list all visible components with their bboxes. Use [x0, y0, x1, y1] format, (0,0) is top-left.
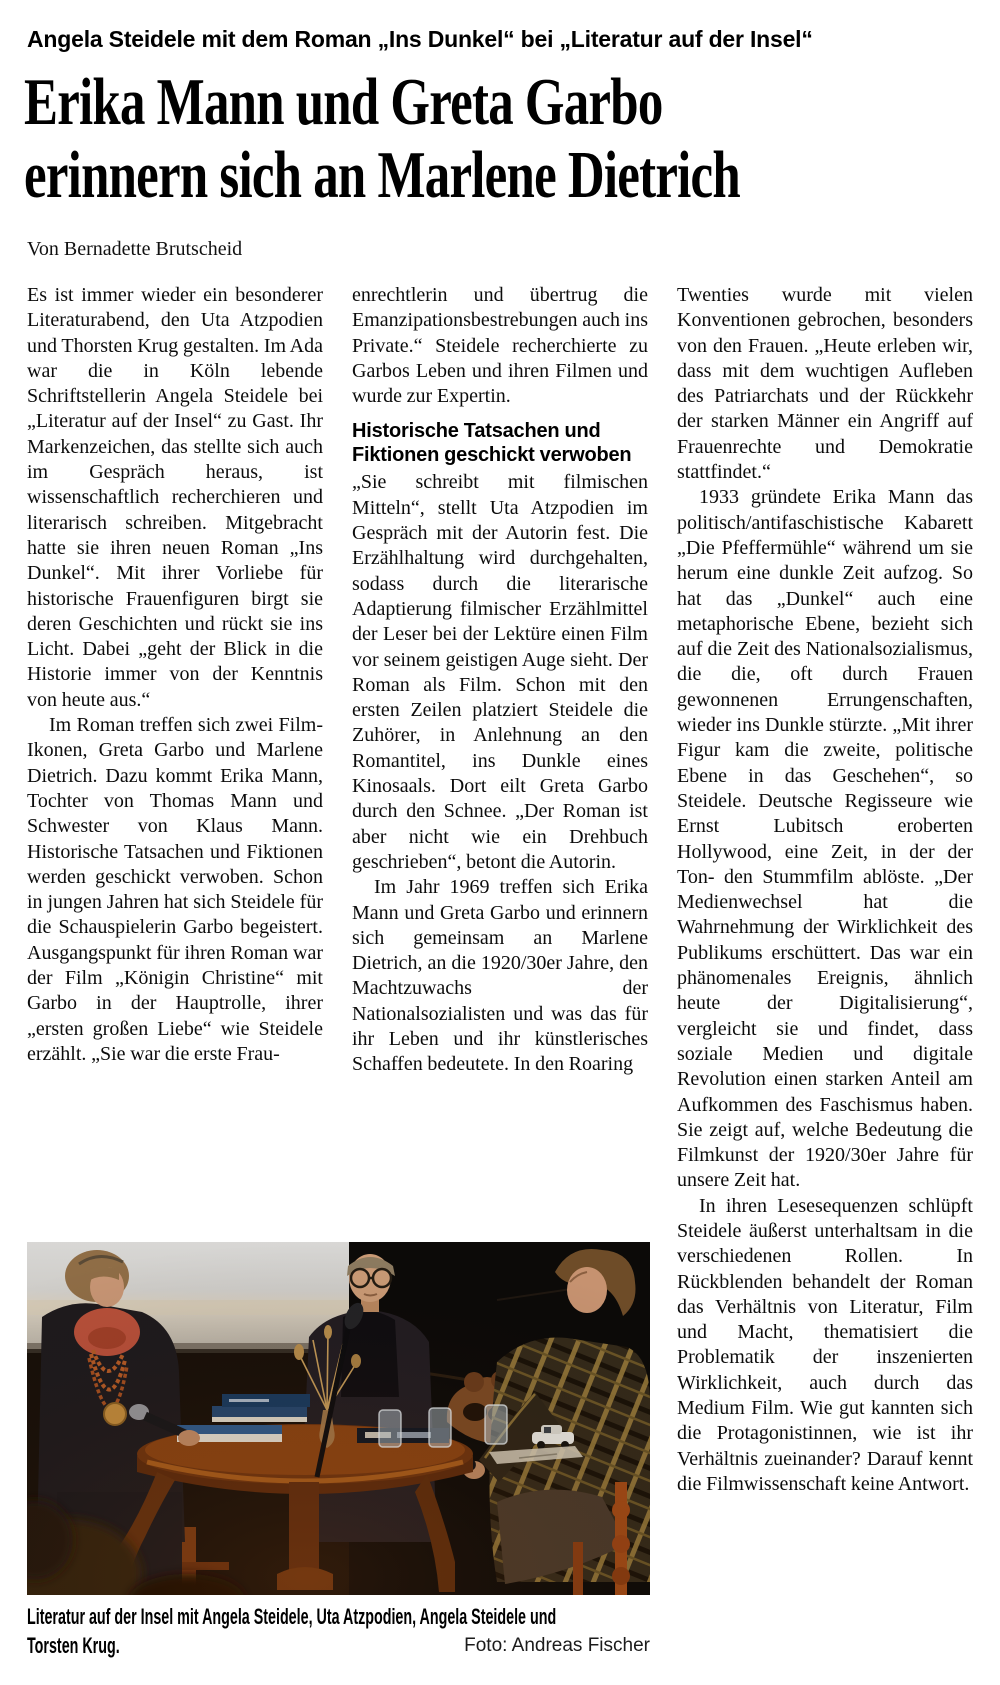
- body-paragraph: Im Roman treffen sich zwei Film-Ikonen, Greta Garbo und Marlene Dietrich. Dazu kommt Erika Mann, Tochter von Thomas Mann und Schwester von Klaus Mann. Historische Tatsachen und Fiktionen werden geschickt verwoben. Schon in jungen Jahren hat sich Steidele für die Schauspielerin Garbo begeistert. Ausgangspunkt für ihren Roman war der Film „Königin Christine“ mit Garbo in der Hauptrolle, ihrer „ersten großen Liebe“ wie Steidele erzählt. „Sie war die erste Frau-: [27, 714, 323, 1065]
- photo-credit: Foto: Andreas Fischer: [464, 1635, 650, 1656]
- body-paragraph: Im Jahr 1969 treffen sich Erika Mann und Greta Garbo und erinnern sich gemeinsam an Marlene Dietrich, an die 1920/30er Jahre, den Machtzuwachs der Nationalsozialisten und was das für ihr Leben und ihr künstlerisches Schaffen bedeutete. In den Roaring: [352, 876, 648, 1076]
- body-paragraph: 1933 gründete Erika Mann das politisch/antifaschistische Kabarett „Die Pfeffermühle“ während um sie herum eine dunkle Zeit aufzog. So hat das „Dunkel“ auch eine metaphorische Ebene, bezieht sich auf die Zeit des Nationalsozialismus, die die, oft durch Frauen gewonnenen Errungenschaften, wieder ins Dunkle stürzte. „Mit ihrer Figur kam die zweite, politische Ebene in das Geschehen“, so Steidele. Deutsche Regisseure wie Ernst Lubitsch eroberten Hollywood, eine Zeit, in der der Ton- den Stummfilm ablöste. „Der Medienwechsel hat die Wahrnehmung der Wirklichkeit des Publikums erschüttert. Das war ein phänomenales Ereignis, ähnlich heute der Digitalisierung“, vergleicht sie und findet, dass soziale Medien und digitale Revolution einen starken Anteil am Aufkommen des Faschismus haben. Sie zeigt auf, welche Bedeutung die Filmkunst der 1920/30er Jahre für unsere Zeit hat.: [677, 486, 973, 1192]
- body-paragraph: In ihren Lesesequenzen schlüpft Steidele äußerst unterhaltsam in die verschiedenen Rollen. In Rückblenden behandelt der Roman das Verhältnis von Literatur, Film und Macht, thematisiert die Problematik der inszenierten Wirklichkeit, auch durch das Medium Film. Wie gut kannten sich die Protagonistinnen, wie ist ihr Verhältnis zueinander? Darauf kennt die Filmwissenschaft keine Antwort.: [677, 1194, 973, 1495]
- body-paragraph: „Sie schreibt mit filmischen Mitteln“, stellt Uta Atzpodien im Gespräch mit der Autorin fest. Die Erzählhaltung wird durchgehalten, sodass durch die literarische Adaptierung filmischer Erzählmittel der Leser bei der Lektüre einen Film vor seinem geistigen Auge sieht. Der Roman als Film. Schon mit den ersten Zeilen platziert Steidele die Zuhörer, in Anlehnung an den Romantitel, ins Dunkle eines Kinosaals. Dort eilt Greta Garbo durch den Schnee. „Der Roman ist aber nicht wie ein Drehbuch geschrieben“, betont die Autorin.: [352, 471, 648, 873]
- body-paragraph: Twenties wurde mit vielen Konventionen gebrochen, besonders von den Frauen. „Heute erleben wir, dass mit dem wuchtigen Aufleben des Patriarchats und der Rückkehr der starken Männer ein Angriff auf Frauenrechte und Demokratie stattfindet.“: [677, 284, 973, 484]
- photo-caption: [27, 1602, 650, 1660]
- article-column-1: [27, 283, 323, 1211]
- photo-caption-line-2: Torsten Krug.: [27, 1633, 120, 1658]
- body-paragraph: enrechtlerin und übertrug die Emanzipationsbestrebungen auch ins Private.“ Steidele recherchierte zu Garbos Leben und ihren Filmen und wurde zur Expertin.: [352, 284, 648, 408]
- kicker: Angela Steidele mit dem Roman „Ins Dunkel“ bei „Literatur auf der Insel“: [27, 26, 813, 52]
- photo-figure: [27, 1242, 650, 1660]
- headline: [24, 66, 1000, 212]
- section-subhead: Historische Tatsachen und Fiktionen geschickt verwoben: [352, 420, 632, 467]
- photo-caption-line-1: Literatur auf der Insel mit Angela Steidele, Uta Atzpodien, Angela Steidele und: [27, 1604, 557, 1629]
- article-column-2: [352, 283, 648, 1215]
- headline-line-1: Erika Mann und Greta Garbo: [24, 65, 663, 139]
- article-column-3: [677, 283, 973, 1667]
- event-photo: [27, 1242, 650, 1595]
- headline-line-2: erinnern sich an Marlene Dietrich: [24, 138, 740, 212]
- body-paragraph: Es ist immer wieder ein besonderer Literaturabend, den Uta Atzpodien und Thorsten Krug gestalten. Im Ada war die in Köln lebende Schriftstellerin Angela Steidele bei „Literatur auf der Insel“ zu Gast. Ihr Markenzeichen, das stellte sich auch im Gespräch heraus, ist wissenschaftlich recherchieren und literarisch schreiben. Mitgebracht hatte sie ihren neuen Roman „Ins Dunkel“. Mit ihrer Vorliebe für historische Frauenfiguren birgt sie deren Geschichten und rückt sie ins Licht. Dabei „geht der Blick in die Historie immer von der Kenntnis von heute aus.“: [27, 284, 323, 711]
- byline: Von Bernadette Brutscheid: [27, 238, 243, 260]
